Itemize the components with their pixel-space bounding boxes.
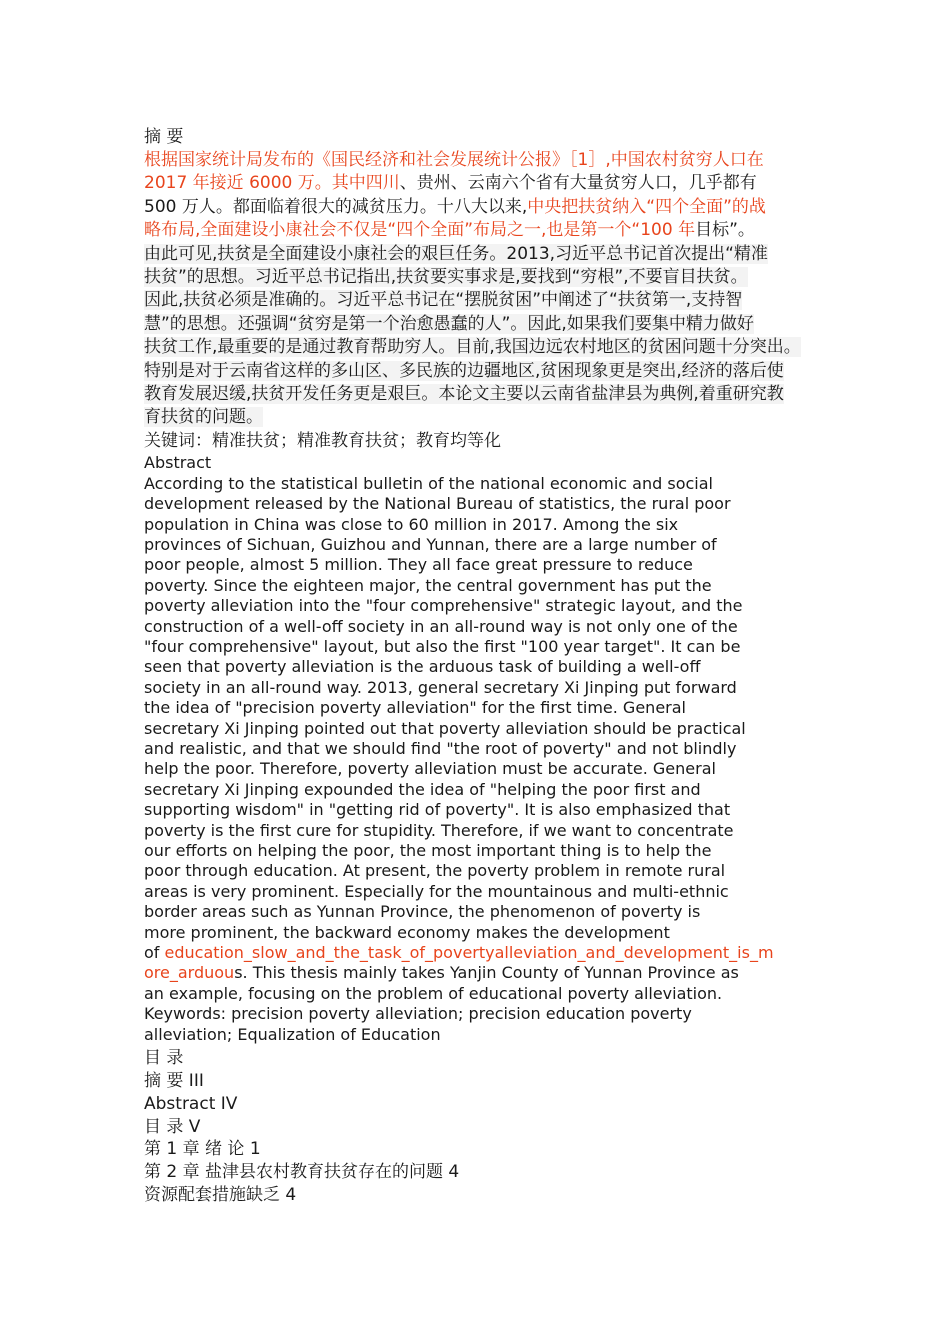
text-segment: secretary Xi Jinping expounded the idea of "helping the poor first and (144, 779, 701, 799)
text-segment: According to the statistical bulletin of the national economic and social (144, 473, 713, 493)
text-segment: seen that poverty alleviation is the arduous task of building a well-off (144, 657, 701, 677)
text-segment: 扶贫”的思想。习近平总书记指出,扶贫要实事求是,要找到“穷根”,不要盲目扶贫。 (144, 267, 748, 288)
text-segment: 因此,扶贫必须是准确的。习近平总书记在“摆脱贫困”中阐述了“扶贫第一,支持智 (144, 290, 743, 311)
paragraph-line (144, 841, 814, 861)
paragraph-line (144, 576, 814, 596)
text-segment: poverty. Since the eighteen major, the central government has put the (144, 575, 712, 595)
text-segment: Keywords: precision poverty alleviation; precision education poverty (144, 1004, 692, 1024)
paragraph-line (144, 494, 814, 514)
toc-item: 目 录 V (144, 1116, 201, 1137)
text-segment: more prominent, the backward economy makes the development (144, 922, 670, 942)
text-segment: 由此可见,扶贫是全面建设小康社会的艰巨任务。2013,习近平总书记首次提出“精准 (144, 243, 768, 264)
paragraph-line (144, 243, 814, 266)
text-segment: 扶贫工作,最重要的是通过教育帮助穷人。目前,我国边远农村地区的贫困问题十分突出。 (144, 337, 801, 358)
paragraph-line (144, 698, 814, 718)
revised-text-segment: ore_arduou (144, 963, 235, 983)
paragraph-line (144, 780, 814, 800)
paragraph-line (144, 266, 814, 289)
paragraph-line (144, 474, 814, 494)
paragraph-line (144, 984, 814, 1004)
abstract-en-heading: Abstract (144, 453, 212, 473)
paragraph-line (144, 172, 814, 195)
paragraph-line (144, 1025, 814, 1045)
paragraph-line (144, 555, 814, 575)
paragraph-line (144, 313, 814, 336)
paragraph-line (144, 882, 814, 902)
paragraph-line (144, 515, 814, 535)
text-segment: help the poor. Therefore, poverty alleviation must be accurate. General (144, 759, 716, 779)
revised-text-segment: 2017 年接近 6000 万。其中四川 (144, 173, 400, 194)
text-segment: of (144, 943, 165, 963)
revised-text-segment: 中央把扶贫纳入“四个全面”的战 (527, 196, 766, 217)
abstract-cn-heading: 摘 要 (144, 127, 184, 147)
paragraph-line (144, 289, 814, 312)
paragraph-line (144, 861, 814, 881)
paragraph-line (144, 637, 814, 657)
revised-text-segment: 根据国家统计局发布的《国民经济和社会发展统计公报》［1］,中国农村贫穷人口在 (144, 150, 764, 170)
text-segment: areas is very prominent. Especially for the mountainous and multi-ethnic (144, 881, 729, 901)
revised-text-segment: education_slow_and_the_task_of_povertyalleviation_and_development_is_m (164, 943, 774, 963)
abstract-en-body (144, 474, 814, 1045)
text-segment: 、贵州、云南六个省有大量贫穷人口，几乎都有 (399, 173, 757, 194)
text-segment: border areas such as Yunnan Province, the phenomenon of poverty is (144, 902, 701, 922)
text-segment: our efforts on helping the poor, the most important thing is to help the (144, 841, 712, 860)
text-segment: secretary Xi Jinping pointed out that poverty alleviation should be practical (144, 718, 746, 738)
paragraph-line (144, 383, 814, 406)
text-segment: and realistic, and that we should find "the root of poverty" and not blindly (144, 738, 737, 758)
paragraph-line (144, 406, 814, 429)
text-segment: s. This thesis mainly takes Yanjin County of Yunnan Province as (234, 963, 739, 983)
paragraph-line (144, 360, 814, 383)
paragraph-line (144, 800, 814, 820)
text-segment: 目标”。 (695, 220, 755, 241)
paragraph-line (144, 902, 814, 922)
toc-item: Abstract IV (144, 1093, 238, 1114)
paragraph-line (144, 596, 814, 616)
text-segment: development released by the National Bureau of statistics, the rural poor (144, 494, 731, 514)
text-segment: alleviation; Equalization of Education (144, 1024, 441, 1044)
toc-list (144, 1070, 814, 1207)
text-segment: 500 万人。都面临着很大的减贫压力。十八大以来, (144, 196, 528, 217)
text-segment: 育扶贫的问题。 (144, 407, 263, 428)
paragraph-line (144, 821, 814, 841)
paragraph-line (144, 739, 814, 759)
paragraph-line (144, 219, 814, 242)
paragraph-line (144, 923, 814, 943)
paragraph-line (144, 1004, 814, 1024)
paragraph-line (144, 657, 814, 677)
text-segment: construction of a well-off society in an all-round way is not only one of the (144, 616, 738, 636)
paragraph-line (144, 535, 814, 555)
text-segment: poverty alleviation into the "four comprehensive" strategic layout, and the (144, 596, 743, 616)
toc-item: 第 2 章 盐津县农村教育扶贫存在的问题 4 (144, 1162, 460, 1183)
text-segment: 特别是对于云南省这样的多山区、多民族的边疆地区,贫困现象更是突出,经济的落后使 (144, 360, 784, 381)
toc-item: 摘 要 III (144, 1071, 204, 1092)
paragraph-line (144, 149, 814, 172)
paragraph-line (144, 719, 814, 739)
toc-heading: 目 录 (144, 1048, 184, 1069)
abstract-cn-body (144, 149, 814, 430)
toc-item: 资源配套措施缺乏 4 (144, 1185, 297, 1206)
text-segment: poor people, almost 5 million. They all face great pressure to reduce (144, 555, 693, 575)
text-segment: 慧”的思想。还强调“贫穷是第一个治愈愚蠢的人”。因此,如果我们要集中精力做好 (144, 313, 754, 334)
toc-item: 第 1 章 绪 论 1 (144, 1139, 261, 1160)
abstract-cn-keywords: 关键词：精准扶贫；精准教育扶贫；教育均等化 (144, 430, 501, 451)
paragraph-line (144, 336, 814, 359)
text-segment: population in China was close to 60 million in 2017. Among the six (144, 514, 679, 534)
text-segment: the idea of "precision poverty alleviation" for the first time. General (144, 698, 686, 718)
revised-text-segment: 略布局,全面建设小康社会不仅是“四个全面”布局之一,也是第一个“100 年 (144, 220, 696, 241)
paragraph-line (144, 617, 814, 637)
text-segment: poverty is the first cure for stupidity. Therefore, if we want to concentrate (144, 820, 734, 840)
text-segment: "four comprehensive" layout, but also the first "100 year target". It can be (144, 636, 741, 656)
paragraph-line (144, 963, 814, 983)
text-segment: 教育发展迟缓,扶贫开发任务更是艰巨。本论文主要以云南省盐津县为典例,着重研究教 (144, 384, 784, 405)
document-page (144, 126, 814, 1207)
paragraph-line (144, 943, 814, 963)
paragraph-line (144, 678, 814, 698)
text-segment: an example, focusing on the problem of educational poverty alleviation. (144, 983, 723, 1003)
text-segment: poor through education. At present, the poverty problem in remote rural (144, 861, 726, 881)
paragraph-line (144, 759, 814, 779)
text-segment: provinces of Sichuan, Guizhou and Yunnan, there are a large number of (144, 534, 717, 554)
paragraph-line (144, 196, 814, 219)
text-segment: society in an all-round way. 2013, general secretary Xi Jinping put forward (144, 677, 737, 697)
text-segment: supporting wisdom" in "getting rid of poverty". It is also emphasized that (144, 800, 731, 820)
